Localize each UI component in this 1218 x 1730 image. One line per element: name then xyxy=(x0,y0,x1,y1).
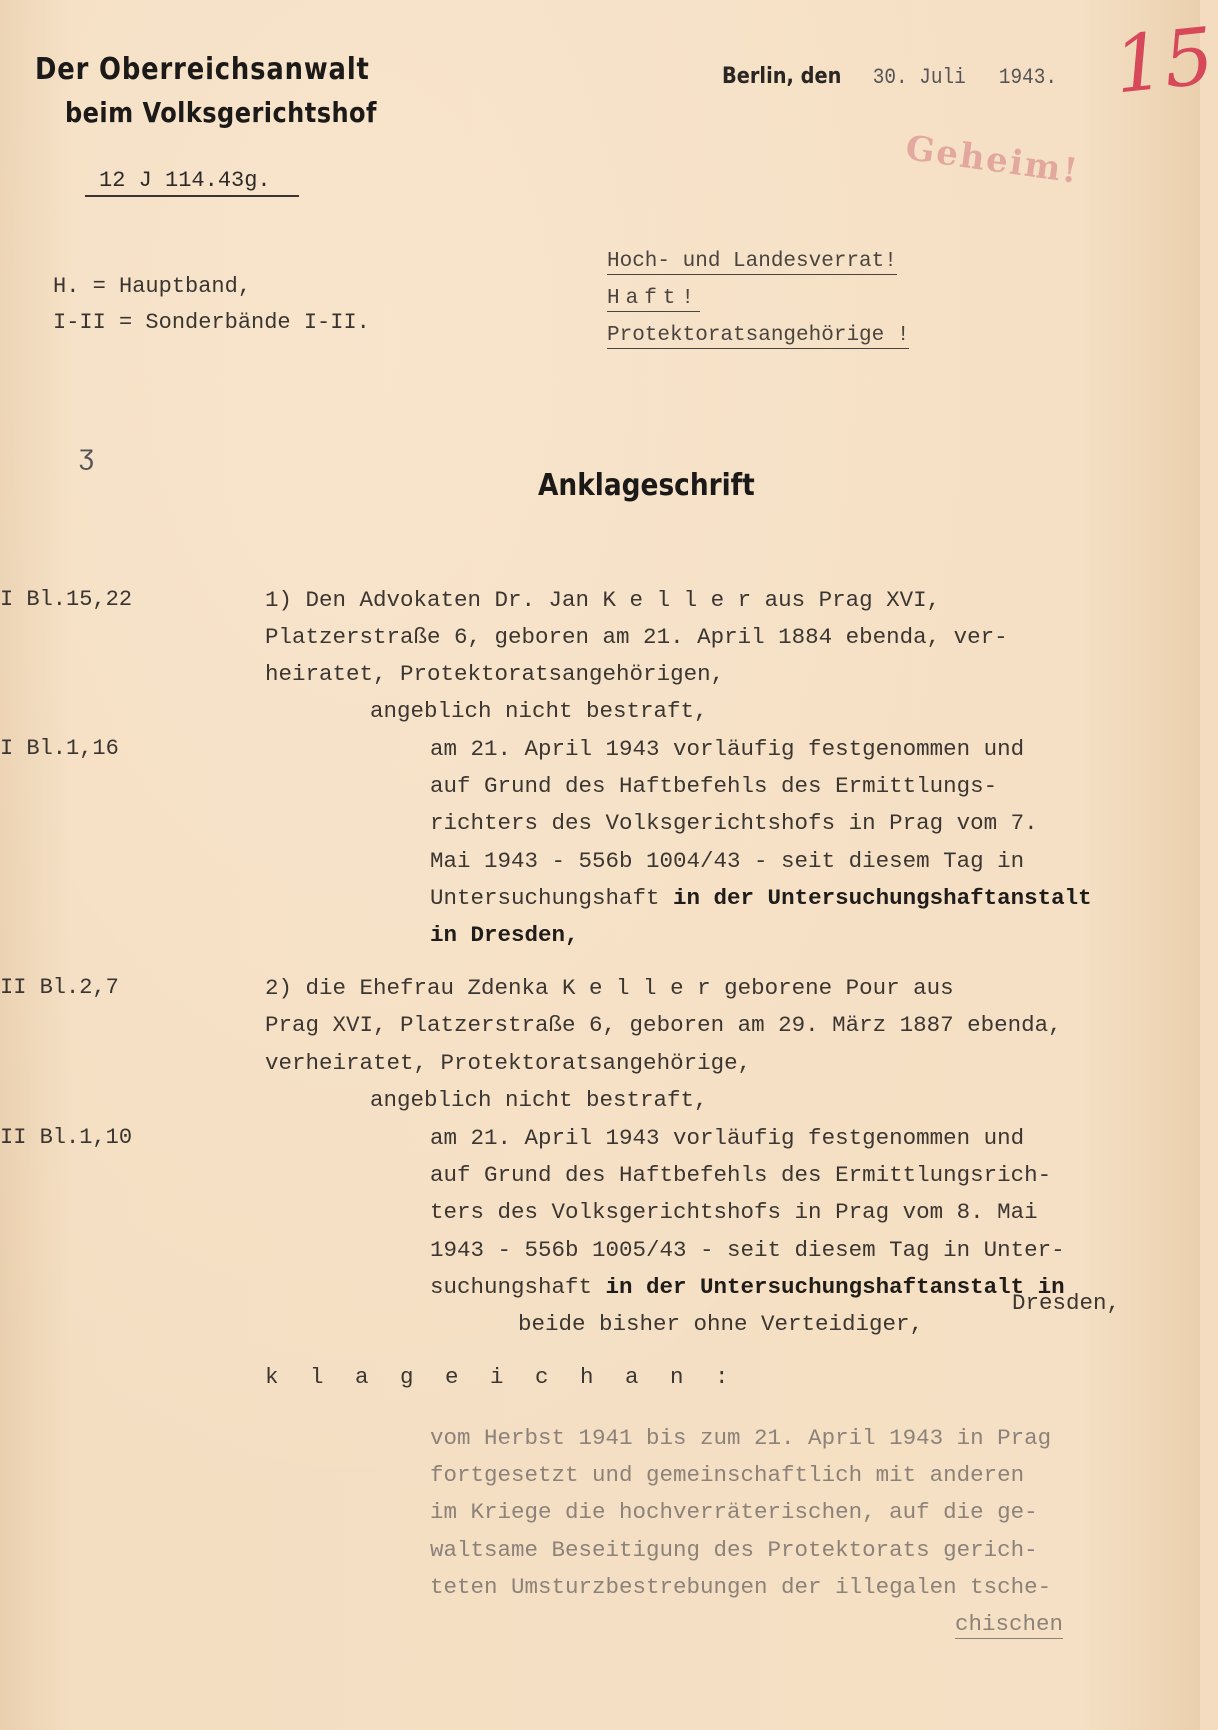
body-line-7: richters des Volksgerichtshofs in Prag vom 7. xyxy=(430,810,1038,836)
file-reference: 12 J 114.43g. xyxy=(85,168,299,197)
body-line-15: am 21. April 1943 vorläufig festgenommen und xyxy=(430,1125,1025,1151)
document-title: Anklageschrift xyxy=(538,468,755,503)
secret-stamp: Geheim! xyxy=(903,128,1082,192)
body-line-27: chischen xyxy=(955,1611,1064,1637)
body-line-6: auf Grund des Haftbefehls des Ermittlungs- xyxy=(430,773,998,799)
issuer-line-1: Der Oberreichsanwalt xyxy=(35,52,370,87)
marker-protectorate: Protektoratsangehörige ! xyxy=(607,324,910,347)
body-line-25: waltsame Beseitigung des Protektorats gerich- xyxy=(430,1537,1038,1563)
body-line-16: auf Grund des Haftbefehls des Ermittlungsrich- xyxy=(430,1162,1052,1188)
body-line-8: Mai 1943 - 556b 1004/43 - seit diesem Tag in xyxy=(430,848,1025,874)
body-line-19-text: suchungshaft xyxy=(430,1274,606,1300)
margin-ref-1: I Bl.15,22 xyxy=(0,587,133,612)
date-place: Berlin, den xyxy=(722,64,842,89)
body-line-2: Platzerstraße 6, geboren am 21. April 1884 ebenda, ver- xyxy=(265,624,1008,650)
marker-treason: Hoch- und Landesverrat! xyxy=(607,250,897,273)
date-year: 1943. xyxy=(998,65,1057,90)
body-line-12: Prag XVI, Platzerstraße 6, geboren am 29. März 1887 ebenda, xyxy=(265,1012,1062,1038)
legend-line-1: H. = Hauptband, xyxy=(53,274,252,299)
body-line-21: k l a g e i c h a n : xyxy=(265,1364,738,1390)
margin-ref-3: II Bl.2,7 xyxy=(0,975,119,1000)
marker-custody: Haft! xyxy=(607,287,701,310)
body-line-17: ters des Volksgerichtshofs in Prag vom 8. Mai xyxy=(430,1199,1038,1225)
body-line-9-text: Untersuchungshaft xyxy=(430,885,674,911)
body-line-24: im Kriege die hochverräterischen, auf die ge- xyxy=(430,1499,1038,1525)
body-line-11: 2) die Ehefrau Zdenka K e l l e r geborene Pour aus xyxy=(265,975,954,1001)
body-line-19 xyxy=(430,1274,1065,1300)
body-line-23: fortgesetzt und gemeinschaftlich mit anderen xyxy=(430,1462,1025,1488)
body-line-1: 1) Den Advokaten Dr. Jan K e l l e r aus Prag XVI, xyxy=(265,587,941,613)
body-line-18: 1943 - 556b 1005/43 - seit diesem Tag in Unter- xyxy=(430,1237,1065,1263)
margin-ref-2: I Bl.1,16 xyxy=(0,736,119,761)
body-line-26: teten Umsturzbestrebungen der illegalen tsche- xyxy=(430,1574,1052,1600)
date-day: 30. Juli xyxy=(872,65,966,90)
body-line-13: verheiratet, Protektoratsangehörige, xyxy=(265,1050,752,1076)
margin-pencil-mark: ʒ xyxy=(78,442,95,473)
body-line-19-dresden: Dresden, xyxy=(1012,1290,1121,1316)
body-line-3: heiratet, Protektoratsangehörigen, xyxy=(265,661,725,687)
handwritten-page-number: 15 xyxy=(1110,11,1218,112)
body-line-22: vom Herbst 1941 bis zum 21. April 1943 in Prag xyxy=(430,1425,1052,1451)
issuer-line-2: beim Volksgerichtshof xyxy=(65,96,377,129)
body-line-19-bold: in der Untersuchungshaftanstalt in xyxy=(605,1274,1065,1300)
body-line-14: angeblich nicht bestraft, xyxy=(370,1087,708,1113)
body-line-9 xyxy=(430,885,1092,911)
body-line-20: beide bisher ohne Verteidiger, xyxy=(518,1311,924,1337)
legend-line-2: I-II = Sonderbände I-II. xyxy=(53,310,370,335)
date-line xyxy=(722,64,1057,90)
margin-ref-4: II Bl.1,10 xyxy=(0,1125,133,1150)
body-line-5: am 21. April 1943 vorläufig festgenommen und xyxy=(430,736,1025,762)
body-line-10: in Dresden, xyxy=(430,922,579,948)
body-line-9-bold: in der Untersuchungshaftanstalt xyxy=(673,885,1092,911)
body-line-4: angeblich nicht bestraft, xyxy=(370,698,708,724)
